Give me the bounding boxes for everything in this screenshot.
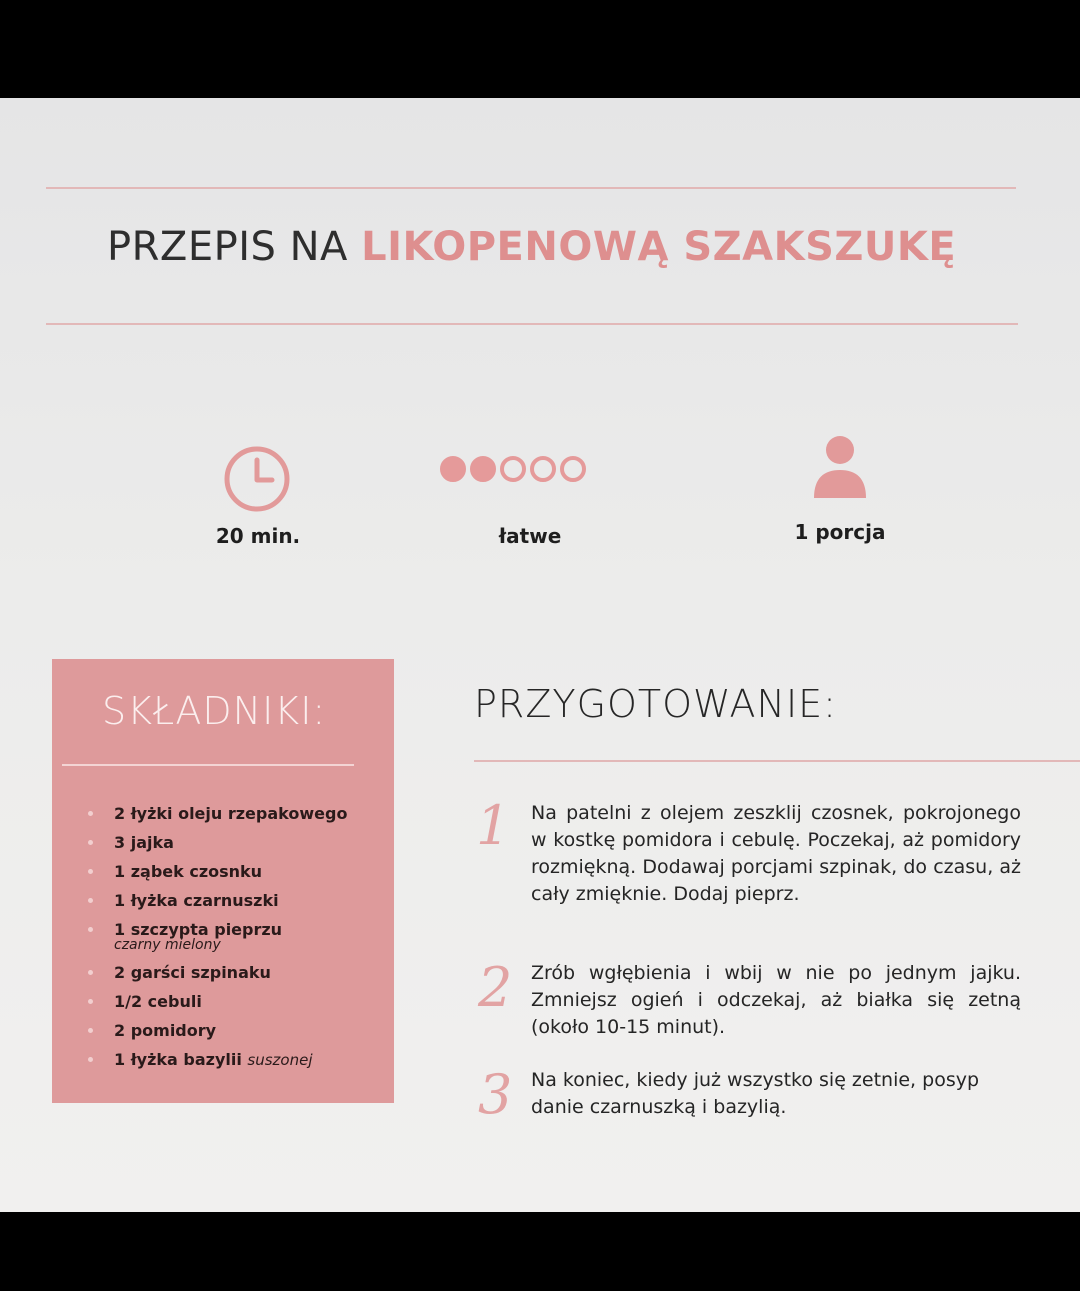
step-text: Na patelni z olejem zeszklij czosnek, pokrojonego w kostkę pomidora i cebulę. Poczekaj, aż pomidory rozmiękną. Dodawaj porcjami szpinak, do czasu, aż cały zmięknie. Dodaj pieprz. bbox=[531, 802, 1021, 905]
stat-difficulty bbox=[470, 524, 590, 548]
title-highlight: LIKOPENOWĄ SZAKSZUKĘ bbox=[361, 224, 957, 270]
difficulty-label: łatwe bbox=[498, 524, 562, 548]
step-text: Zrób wgłębienia i wbij w nie po jednym jajku. Zmniejsz ogień i odczekaj, aż białka się zetną (około 10-15 minut). bbox=[531, 962, 1021, 1038]
ingredient-note: czarny mielony bbox=[114, 937, 221, 953]
stat-servings bbox=[775, 520, 905, 544]
difficulty-dot bbox=[500, 456, 526, 482]
difficulty-dots bbox=[440, 456, 586, 482]
list-item: 1/2 cebuli bbox=[88, 987, 347, 1016]
page-title bbox=[107, 224, 956, 270]
list-item: 1 szczypta pieprzu czarny mielony bbox=[88, 915, 347, 952]
recipe-page bbox=[0, 98, 1080, 1212]
time-label: 20 min. bbox=[215, 524, 301, 548]
title-prefix: PRZEPIS NA bbox=[107, 224, 348, 270]
list-item: 1 łyżka czarnuszki bbox=[88, 886, 347, 915]
step-number: 2 bbox=[478, 956, 513, 1019]
difficulty-dot bbox=[440, 456, 466, 482]
list-item: 2 garści szpinaku bbox=[88, 958, 347, 987]
ingredients-list bbox=[88, 799, 347, 1075]
person-icon bbox=[810, 434, 870, 502]
step-number: 3 bbox=[478, 1063, 513, 1126]
clock-icon bbox=[222, 444, 292, 514]
preparation-heading: PRZYGOTOWANIE: bbox=[474, 682, 837, 726]
list-item: 2 pomidory bbox=[88, 1016, 347, 1045]
stat-time bbox=[198, 524, 318, 548]
ingredients-divider bbox=[62, 764, 354, 766]
preparation-divider bbox=[474, 760, 1080, 762]
step-text: Na koniec, kiedy już wszystko się zetnie, posyp danie czarnuszką i bazylią. bbox=[531, 1069, 980, 1118]
difficulty-dot bbox=[560, 456, 586, 482]
servings-label: 1 porcja bbox=[794, 520, 886, 544]
ingredients-heading: SKŁADNIKI: bbox=[102, 689, 327, 733]
ingredients-box bbox=[52, 659, 394, 1103]
ingredient-note: suszonej bbox=[247, 1051, 313, 1069]
list-item: 1 łyżka bazylii suszonej bbox=[88, 1045, 347, 1075]
step-number: 1 bbox=[476, 794, 511, 857]
difficulty-dot bbox=[470, 456, 496, 482]
title-divider bbox=[46, 323, 1018, 325]
list-item: 3 jajka bbox=[88, 828, 347, 857]
list-item: 1 ząbek czosnku bbox=[88, 857, 347, 886]
top-divider bbox=[46, 187, 1016, 189]
list-item: 2 łyżki oleju rzepakowego bbox=[88, 799, 347, 828]
difficulty-dot bbox=[530, 456, 556, 482]
